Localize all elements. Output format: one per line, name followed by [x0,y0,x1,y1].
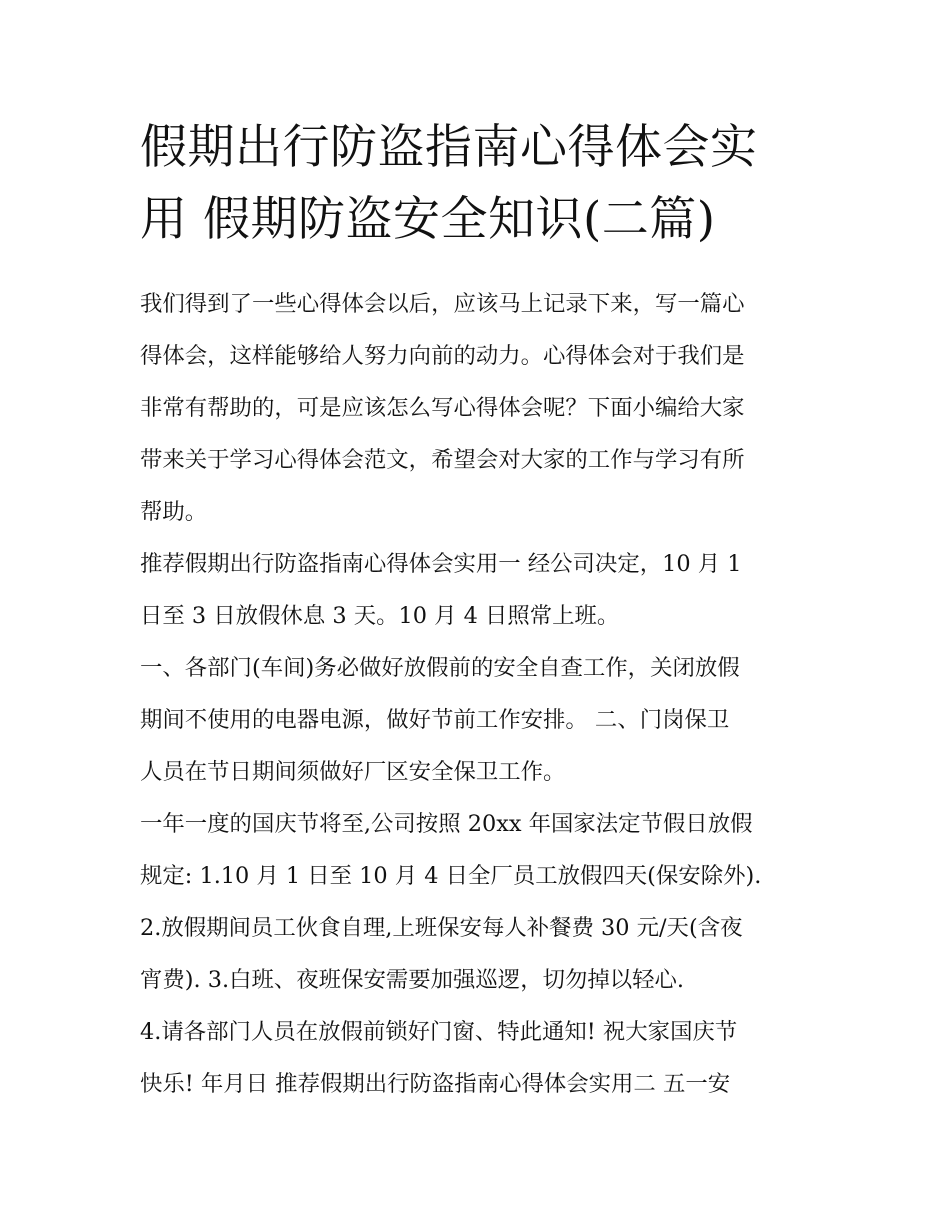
body-line: 规定: 1.10 月 1 日至 10 月 4 日全厂员工放假四天(保安除外). [140,863,762,889]
body-line: 一年一度的国庆节将至,公司按照 20xx 年国家法定节假日放假 [140,811,753,837]
title-line: 假期出行防盗指南心得体会实 [140,120,758,175]
body-line: 人员在节日期间须做好厂区安全保卫工作。 [140,759,566,785]
document-title [140,112,820,256]
body-line: 期间不使用的电器电源，做好节前工作安排。 二、门岗保卫 [140,707,730,733]
body-line: 快乐! 年月日 推荐假期出行防盗指南心得体会实用二 五一安 [140,1071,731,1097]
document-body [140,278,820,1110]
body-line: 推荐假期出行防盗指南心得体会实用一 经公司决定，10 月 1 [140,551,742,577]
body-line: 日至 3 日放假休息 3 天。10 月 4 日照常上班。 [140,603,620,629]
body-line: 我们得到了一些心得体会以后，应该马上记录下来，写一篇心 [140,291,745,317]
body-line: 得体会，这样能够给人努力向前的动力。心得体会对于我们是 [140,343,745,369]
body-line: 宵费). 3.白班、夜班保安需要加强巡逻，切勿掉以轻心. [140,967,685,993]
title-line: 用 假期防盗安全知识(二篇) [140,192,716,247]
body-line: 带来关于学习心得体会范文，希望会对大家的工作与学习有所 [140,447,745,473]
body-line: 一、各部门(车间)务必做好放假前的安全自查工作，关闭放假 [140,655,740,681]
body-line: 4.请各部门人员在放假前锁好门窗、特此通知! 祝大家国庆节 [140,1019,738,1045]
body-line: 非常有帮助的，可是应该怎么写心得体会呢？下面小编给大家 [140,395,745,421]
body-line: 帮助。 [140,499,208,525]
body-line: 2.放假期间员工伙食自理,上班保安每人补餐费 30 元/天(含夜 [140,915,743,941]
